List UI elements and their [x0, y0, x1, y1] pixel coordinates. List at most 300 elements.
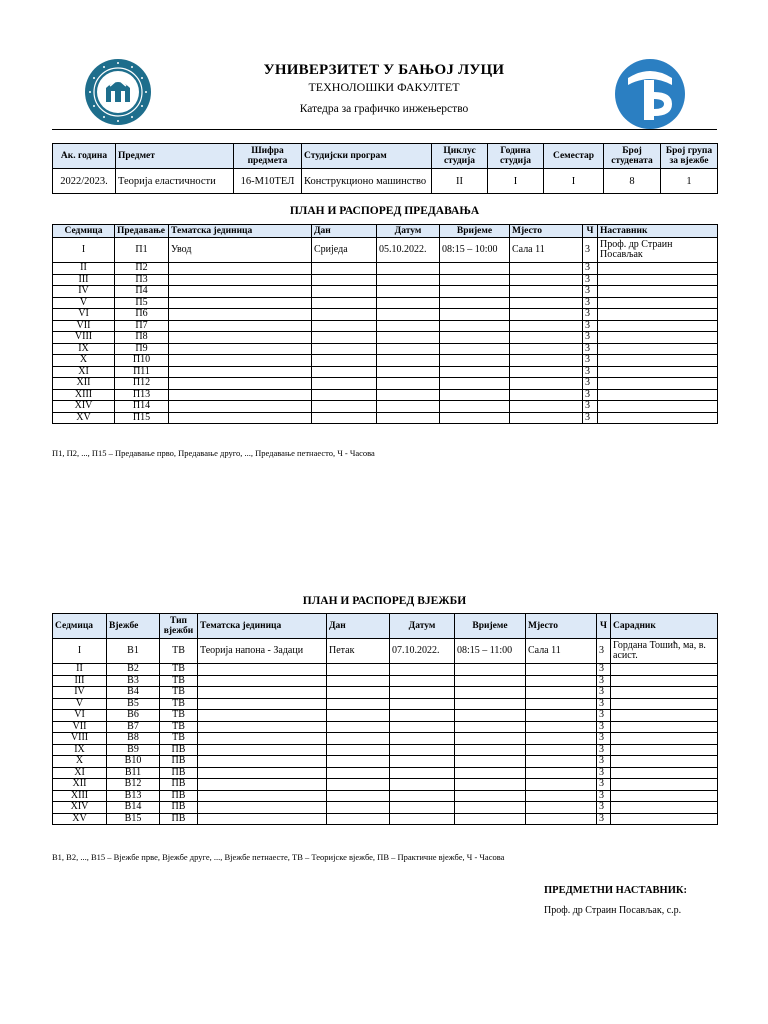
lectures-header-row — [53, 225, 718, 238]
table-cell: 3 — [583, 401, 598, 413]
table-cell: П12 — [115, 378, 169, 390]
table-cell — [377, 320, 440, 332]
table-cell: II — [53, 664, 107, 676]
table-cell — [169, 378, 312, 390]
table-cell — [611, 813, 718, 825]
table-cell — [390, 779, 455, 791]
table-cell: Сала 11 — [510, 238, 583, 263]
header-cell: Мјесто — [526, 614, 597, 639]
table-cell — [198, 813, 327, 825]
table-cell — [440, 309, 510, 321]
table-cell: ПВ — [160, 779, 198, 791]
table-cell — [510, 355, 583, 367]
table-cell: ПВ — [160, 767, 198, 779]
table-cell — [510, 366, 583, 378]
table-cell — [510, 297, 583, 309]
table-row — [53, 343, 718, 355]
table-cell: 3 — [583, 263, 598, 275]
table-cell: Гордана Тошић, ма, в. асист. — [611, 639, 718, 664]
course-info-header-row — [53, 144, 718, 169]
header-cell: Дан — [312, 225, 377, 238]
table-cell: ПВ — [160, 756, 198, 768]
table-cell — [510, 309, 583, 321]
table-cell — [390, 733, 455, 745]
table-row — [53, 802, 718, 814]
table-cell — [169, 274, 312, 286]
table-cell: 3 — [597, 639, 611, 664]
semester: I — [544, 169, 604, 194]
table-cell — [440, 297, 510, 309]
header-cell: Седмица — [53, 225, 115, 238]
table-cell — [440, 274, 510, 286]
table-cell — [198, 790, 327, 802]
table-cell — [377, 297, 440, 309]
table-cell — [327, 710, 390, 722]
header-cell: Седмица — [53, 614, 107, 639]
table-row — [53, 263, 718, 275]
table-cell: XII — [53, 378, 115, 390]
table-row — [53, 366, 718, 378]
table-cell: 3 — [583, 297, 598, 309]
table-cell — [312, 401, 377, 413]
table-cell: П9 — [115, 343, 169, 355]
table-cell — [526, 721, 597, 733]
table-cell — [327, 767, 390, 779]
table-cell — [327, 698, 390, 710]
table-cell: 3 — [583, 309, 598, 321]
table-cell — [455, 802, 526, 814]
table-cell — [198, 779, 327, 791]
table-cell: П4 — [115, 286, 169, 298]
table-cell — [611, 790, 718, 802]
table-cell — [327, 790, 390, 802]
table-cell — [455, 721, 526, 733]
header-cell: Предмет — [116, 144, 234, 169]
table-cell: П2 — [115, 263, 169, 275]
lectures-title: ПЛАН И РАСПОРЕД ПРЕДАВАЊА — [289, 205, 480, 217]
table-cell — [598, 378, 718, 390]
table-cell: ТВ — [160, 721, 198, 733]
table-cell — [440, 286, 510, 298]
table-cell: IX — [53, 744, 107, 756]
table-cell — [455, 790, 526, 802]
table-row — [53, 733, 718, 745]
header-cell: Ак. година — [53, 144, 116, 169]
table-cell: Проф. др Страин Посављак — [598, 238, 718, 263]
table-cell — [390, 721, 455, 733]
table-cell: 3 — [597, 687, 611, 699]
table-cell — [377, 286, 440, 298]
table-cell: 3 — [597, 802, 611, 814]
course-code: 16-М10ТЕЛ — [234, 169, 302, 194]
table-cell — [390, 698, 455, 710]
lectures-legend-note: П1, П2, ..., П15 – Предавање прво, Предавање друго, ..., Предавање петнаесто, Ч - Часова — [52, 448, 375, 458]
table-cell — [455, 675, 526, 687]
table-cell — [169, 286, 312, 298]
table-cell — [377, 389, 440, 401]
header-cell: Студијски програм — [302, 144, 432, 169]
table-cell — [312, 412, 377, 424]
table-row — [53, 756, 718, 768]
header-cell: Наставник — [598, 225, 718, 238]
table-cell — [390, 710, 455, 722]
table-row — [53, 274, 718, 286]
table-cell — [440, 263, 510, 275]
course-name: Теорија еластичности — [116, 169, 234, 194]
table-cell — [198, 767, 327, 779]
table-cell — [312, 263, 377, 275]
table-cell: В11 — [107, 767, 160, 779]
table-cell — [526, 767, 597, 779]
table-cell: ПВ — [160, 744, 198, 756]
table-cell: 3 — [583, 412, 598, 424]
table-cell: ТВ — [160, 698, 198, 710]
table-cell: 3 — [597, 813, 611, 825]
table-cell — [312, 343, 377, 355]
table-cell — [526, 698, 597, 710]
table-cell: IV — [53, 286, 115, 298]
table-cell: В8 — [107, 733, 160, 745]
table-cell — [526, 790, 597, 802]
header-cell: Семестар — [544, 144, 604, 169]
table-cell — [169, 332, 312, 344]
table-cell — [526, 664, 597, 676]
table-cell: 3 — [597, 664, 611, 676]
table-cell — [510, 332, 583, 344]
study-program: Конструкционо машинство — [302, 169, 432, 194]
table-cell: III — [53, 675, 107, 687]
table-cell: 07.10.2022. — [390, 639, 455, 664]
table-cell — [440, 412, 510, 424]
table-cell: В5 — [107, 698, 160, 710]
table-cell — [169, 366, 312, 378]
table-cell: ТВ — [160, 687, 198, 699]
table-cell: В7 — [107, 721, 160, 733]
table-cell — [510, 274, 583, 286]
table-cell: ТВ — [160, 675, 198, 687]
table-cell — [390, 790, 455, 802]
table-cell — [598, 297, 718, 309]
table-cell: Петак — [327, 639, 390, 664]
table-cell: П7 — [115, 320, 169, 332]
table-cell — [611, 698, 718, 710]
table-cell — [312, 389, 377, 401]
table-cell — [526, 802, 597, 814]
table-cell — [598, 412, 718, 424]
table-cell — [598, 332, 718, 344]
exercises-legend-note: В1, В2, ..., В15 – Вјежбе прве, Вјежбе друге, ..., Вјежбе петнаесте, ТВ – Теоријске вјежбе, ПВ – Практичне вјежбе, Ч - Часова — [52, 852, 505, 862]
table-cell: ПВ — [160, 790, 198, 802]
table-cell: XIII — [53, 790, 107, 802]
table-cell: ТВ — [160, 664, 198, 676]
table-cell: В13 — [107, 790, 160, 802]
table-row — [53, 639, 718, 664]
table-cell — [611, 802, 718, 814]
table-cell — [455, 756, 526, 768]
table-cell — [198, 733, 327, 745]
table-cell: III — [53, 274, 115, 286]
table-cell — [526, 710, 597, 722]
table-cell — [611, 675, 718, 687]
header-cell: Циклус студија — [432, 144, 488, 169]
table-cell — [377, 366, 440, 378]
table-cell — [169, 355, 312, 367]
table-cell: В9 — [107, 744, 160, 756]
table-cell: П3 — [115, 274, 169, 286]
header-cell: Број група за вјежбе — [661, 144, 718, 169]
table-cell: IV — [53, 687, 107, 699]
table-cell: 3 — [597, 779, 611, 791]
header-cell: Тип вјежби — [160, 614, 198, 639]
table-row — [53, 779, 718, 791]
table-cell — [169, 320, 312, 332]
table-cell: 3 — [583, 332, 598, 344]
header-cell: Ч — [597, 614, 611, 639]
table-cell — [598, 263, 718, 275]
table-cell — [390, 802, 455, 814]
exercises-title: ПЛАН И РАСПОРЕД ВЈЕЖБИ — [302, 595, 467, 607]
course-info-row — [53, 169, 718, 194]
table-cell: Увод — [169, 238, 312, 263]
table-cell — [455, 767, 526, 779]
table-cell — [327, 675, 390, 687]
table-cell: X — [53, 355, 115, 367]
table-cell — [312, 286, 377, 298]
table-cell: V — [53, 698, 107, 710]
table-cell: VI — [53, 710, 107, 722]
table-cell — [312, 320, 377, 332]
table-row — [53, 664, 718, 676]
department-name: Катедра за графичко инжењерство — [299, 103, 469, 115]
table-cell — [611, 733, 718, 745]
university-name: УНИВЕРЗИТЕТ У БАЊОЈ ЛУЦИ — [263, 62, 505, 78]
table-cell: П8 — [115, 332, 169, 344]
table-cell — [198, 721, 327, 733]
table-row — [53, 790, 718, 802]
table-cell: П5 — [115, 297, 169, 309]
table-row — [53, 332, 718, 344]
table-cell — [169, 297, 312, 309]
table-cell — [390, 675, 455, 687]
table-cell — [327, 744, 390, 756]
header-cell: Вријеме — [440, 225, 510, 238]
table-row — [53, 813, 718, 825]
table-cell — [390, 687, 455, 699]
table-cell — [312, 274, 377, 286]
table-cell — [440, 355, 510, 367]
table-cell — [377, 274, 440, 286]
table-cell: В10 — [107, 756, 160, 768]
table-cell — [526, 733, 597, 745]
header-cell: Шифра предмета — [234, 144, 302, 169]
table-cell — [510, 320, 583, 332]
table-row — [53, 687, 718, 699]
table-cell: 3 — [597, 710, 611, 722]
table-cell: XI — [53, 767, 107, 779]
table-cell — [377, 378, 440, 390]
table-cell — [455, 744, 526, 756]
table-cell: VI — [53, 309, 115, 321]
table-cell — [611, 756, 718, 768]
table-cell — [611, 767, 718, 779]
exercises-table — [52, 613, 718, 825]
table-cell: I — [53, 639, 107, 664]
table-cell — [611, 664, 718, 676]
table-cell — [198, 675, 327, 687]
table-cell — [390, 664, 455, 676]
table-cell: 3 — [597, 744, 611, 756]
table-row — [53, 309, 718, 321]
table-cell: I — [53, 238, 115, 263]
table-cell — [377, 332, 440, 344]
table-cell: 3 — [583, 355, 598, 367]
table-row — [53, 378, 718, 390]
header-cell: Тематска јединица — [169, 225, 312, 238]
table-cell: 08:15 – 11:00 — [455, 639, 526, 664]
group-count: 1 — [661, 169, 718, 194]
table-cell — [526, 756, 597, 768]
table-row — [53, 238, 718, 263]
table-cell — [598, 355, 718, 367]
table-cell — [440, 378, 510, 390]
table-cell: В2 — [107, 664, 160, 676]
table-cell: П10 — [115, 355, 169, 367]
table-cell — [526, 687, 597, 699]
table-cell: IX — [53, 343, 115, 355]
table-cell — [598, 320, 718, 332]
header-divider — [52, 129, 717, 130]
table-cell — [510, 378, 583, 390]
exercises-header-row — [53, 614, 718, 639]
table-cell — [198, 687, 327, 699]
lectures-table — [52, 224, 718, 424]
table-cell — [169, 309, 312, 321]
table-cell: ПВ — [160, 813, 198, 825]
table-cell — [526, 813, 597, 825]
table-row — [53, 297, 718, 309]
table-cell — [440, 320, 510, 332]
table-cell: 3 — [597, 721, 611, 733]
table-cell — [198, 664, 327, 676]
table-cell: 3 — [583, 320, 598, 332]
table-row — [53, 675, 718, 687]
table-cell — [390, 813, 455, 825]
header-cell: Датум — [377, 225, 440, 238]
table-cell — [327, 802, 390, 814]
table-cell — [611, 687, 718, 699]
header-cell: Тематска јединица — [198, 614, 327, 639]
table-cell — [198, 710, 327, 722]
table-cell — [327, 721, 390, 733]
table-cell: VII — [53, 320, 115, 332]
table-row — [53, 412, 718, 424]
table-cell — [377, 401, 440, 413]
table-cell — [169, 412, 312, 424]
table-cell: ТВ — [160, 710, 198, 722]
table-cell: XV — [53, 813, 107, 825]
header-cell: Вјежбе — [107, 614, 160, 639]
table-cell — [327, 813, 390, 825]
table-cell: VII — [53, 721, 107, 733]
table-row — [53, 320, 718, 332]
header-cell: Година студија — [488, 144, 544, 169]
header-cell: Вријеме — [455, 614, 526, 639]
table-cell: X — [53, 756, 107, 768]
table-cell — [510, 286, 583, 298]
table-cell: 08:15 – 10:00 — [440, 238, 510, 263]
table-cell: 3 — [583, 274, 598, 286]
table-cell — [312, 309, 377, 321]
table-cell — [169, 263, 312, 275]
header-cell: Предавање — [115, 225, 169, 238]
table-cell — [598, 401, 718, 413]
table-cell — [312, 297, 377, 309]
table-cell: 3 — [583, 238, 598, 263]
document-header — [150, 62, 618, 115]
table-cell: 05.10.2022. — [377, 238, 440, 263]
table-cell: Теорија напона - Задаци — [198, 639, 327, 664]
table-cell — [440, 366, 510, 378]
table-row — [53, 721, 718, 733]
table-cell — [198, 756, 327, 768]
table-cell — [598, 286, 718, 298]
table-cell — [440, 389, 510, 401]
table-cell — [598, 343, 718, 355]
table-row — [53, 698, 718, 710]
table-row — [53, 710, 718, 722]
table-cell — [169, 389, 312, 401]
table-cell — [198, 744, 327, 756]
table-cell: II — [53, 263, 115, 275]
table-cell: 3 — [597, 790, 611, 802]
table-cell — [455, 698, 526, 710]
table-cell — [598, 366, 718, 378]
table-cell — [377, 355, 440, 367]
table-cell — [377, 263, 440, 275]
table-cell: В12 — [107, 779, 160, 791]
table-cell — [526, 675, 597, 687]
table-cell: П11 — [115, 366, 169, 378]
table-cell — [377, 309, 440, 321]
study-year: I — [488, 169, 544, 194]
exercises-body — [53, 639, 718, 825]
table-cell: 3 — [583, 286, 598, 298]
student-count: 8 — [604, 169, 661, 194]
table-cell — [169, 343, 312, 355]
table-cell — [598, 389, 718, 401]
table-cell: 3 — [583, 343, 598, 355]
table-cell: XIII — [53, 389, 115, 401]
table-cell — [377, 412, 440, 424]
table-cell — [327, 733, 390, 745]
table-cell — [327, 664, 390, 676]
table-cell — [455, 779, 526, 791]
table-cell: V — [53, 297, 115, 309]
header-cell: Број студената — [604, 144, 661, 169]
table-row — [53, 767, 718, 779]
table-cell: В14 — [107, 802, 160, 814]
table-cell — [377, 343, 440, 355]
study-cycle: II — [432, 169, 488, 194]
table-cell — [390, 744, 455, 756]
table-cell: 3 — [597, 756, 611, 768]
table-row — [53, 355, 718, 367]
table-cell — [198, 698, 327, 710]
table-cell: П15 — [115, 412, 169, 424]
table-cell: 3 — [583, 389, 598, 401]
table-cell — [312, 366, 377, 378]
table-cell — [312, 332, 377, 344]
